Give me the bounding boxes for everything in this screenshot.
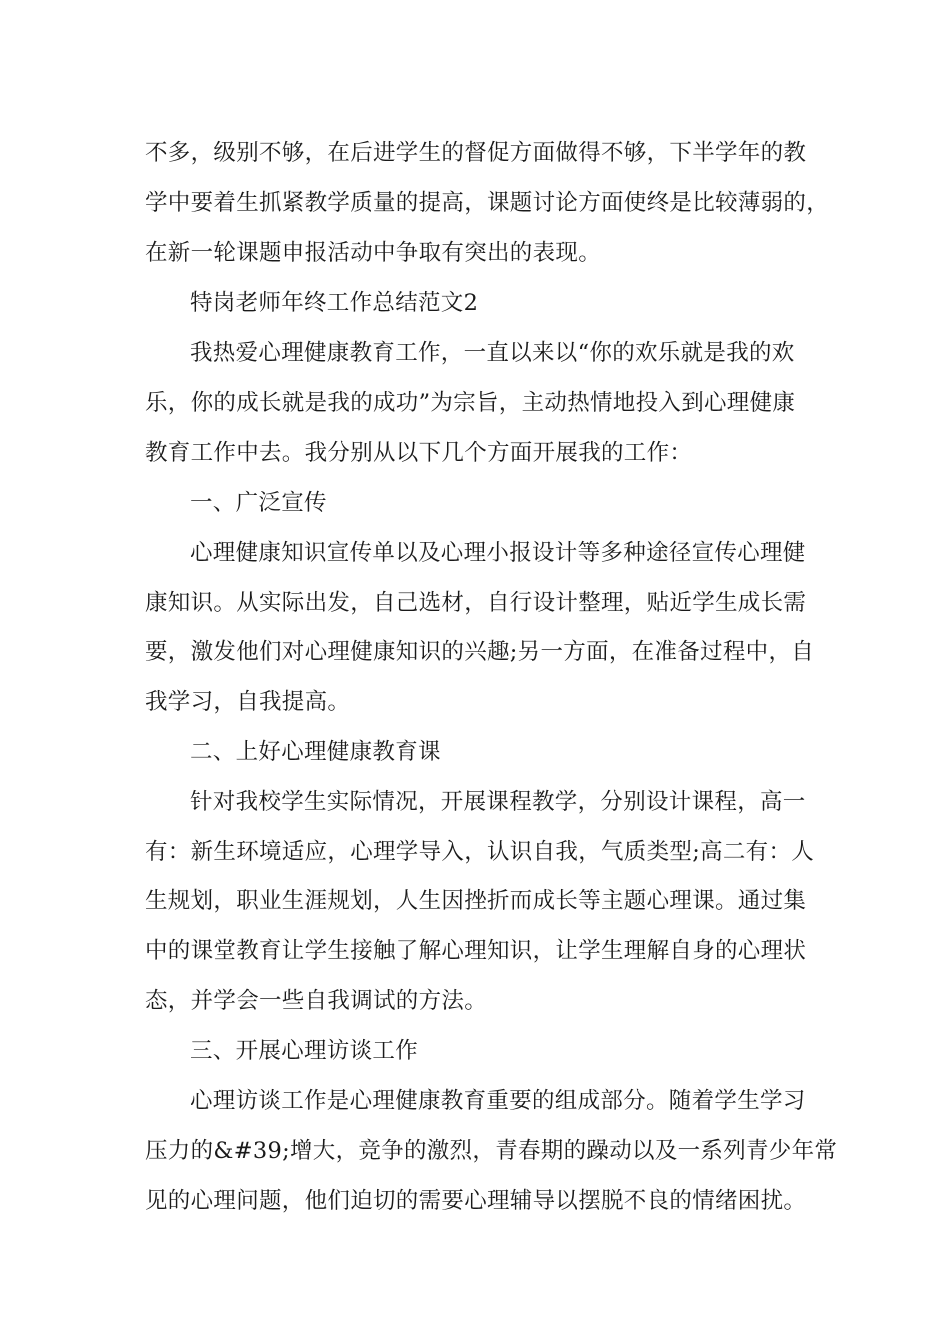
body-text-line: 学中要着生抓紧教学质量的提高，课题讨论方面使终是比较薄弱的， — [145, 190, 830, 216]
section-heading: 二、上好心理健康教育课 — [190, 739, 441, 765]
body-text-line: 生规划，职业生涯规划，人生因挫折而成长等主题心理课。通过集 — [145, 888, 807, 914]
body-text-line: 压力的&#39;增大，竞争的激烈，青春期的躁动以及一系列青少年常 — [145, 1138, 838, 1164]
body-text-line: 康知识。从实际出发，自己选材，自行设计整理，贴近学生成长需 — [145, 590, 807, 616]
body-text-line: 不多，级别不够，在后进学生的督促方面做得不够，下半学年的教 — [145, 140, 807, 166]
body-text-line: 针对我校学生实际情况，开展课程教学，分别设计课程，高一 — [190, 789, 806, 815]
section-title: 特岗老师年终工作总结范文2 — [190, 290, 479, 316]
section-heading: 一、广泛宣传 — [190, 490, 327, 516]
body-text-line: 见的心理问题，他们迫切的需要心理辅导以摆脱不良的情绪困扰。 — [145, 1188, 807, 1214]
section-heading: 三、开展心理访谈工作 — [190, 1038, 419, 1064]
body-text-line: 我学习，自我提高。 — [145, 689, 351, 715]
body-text-line: 教育工作中去。我分别从以下几个方面开展我的工作： — [145, 440, 693, 466]
body-text-line: 我热爱心理健康教育工作，一直以来以“你的欢乐就是我的欢 — [190, 340, 795, 366]
body-text-line: 有：新生环境适应，心理学导入，认识自我，气质类型;高二有：人 — [145, 839, 815, 865]
body-text-line: 乐，你的成长就是我的成功”为宗旨，主动热情地投入到心理健康 — [145, 390, 796, 416]
body-text-line: 中的课堂教育让学生接触了解心理知识，让学生理解自身的心理状 — [145, 938, 807, 964]
body-text-line: 要，激发他们对心理健康知识的兴趣;另一方面，在准备过程中，自 — [145, 639, 815, 665]
body-text-line: 心理健康知识宣传单以及心理小报设计等多种途径宣传心理健 — [190, 540, 806, 566]
body-text-line: 在新一轮课题申报活动中争取有突出的表现。 — [145, 240, 602, 266]
body-text-line: 心理访谈工作是心理健康教育重要的组成部分。随着学生学习 — [190, 1088, 806, 1114]
body-text-line: 态，并学会一些自我调试的方法。 — [145, 988, 488, 1014]
